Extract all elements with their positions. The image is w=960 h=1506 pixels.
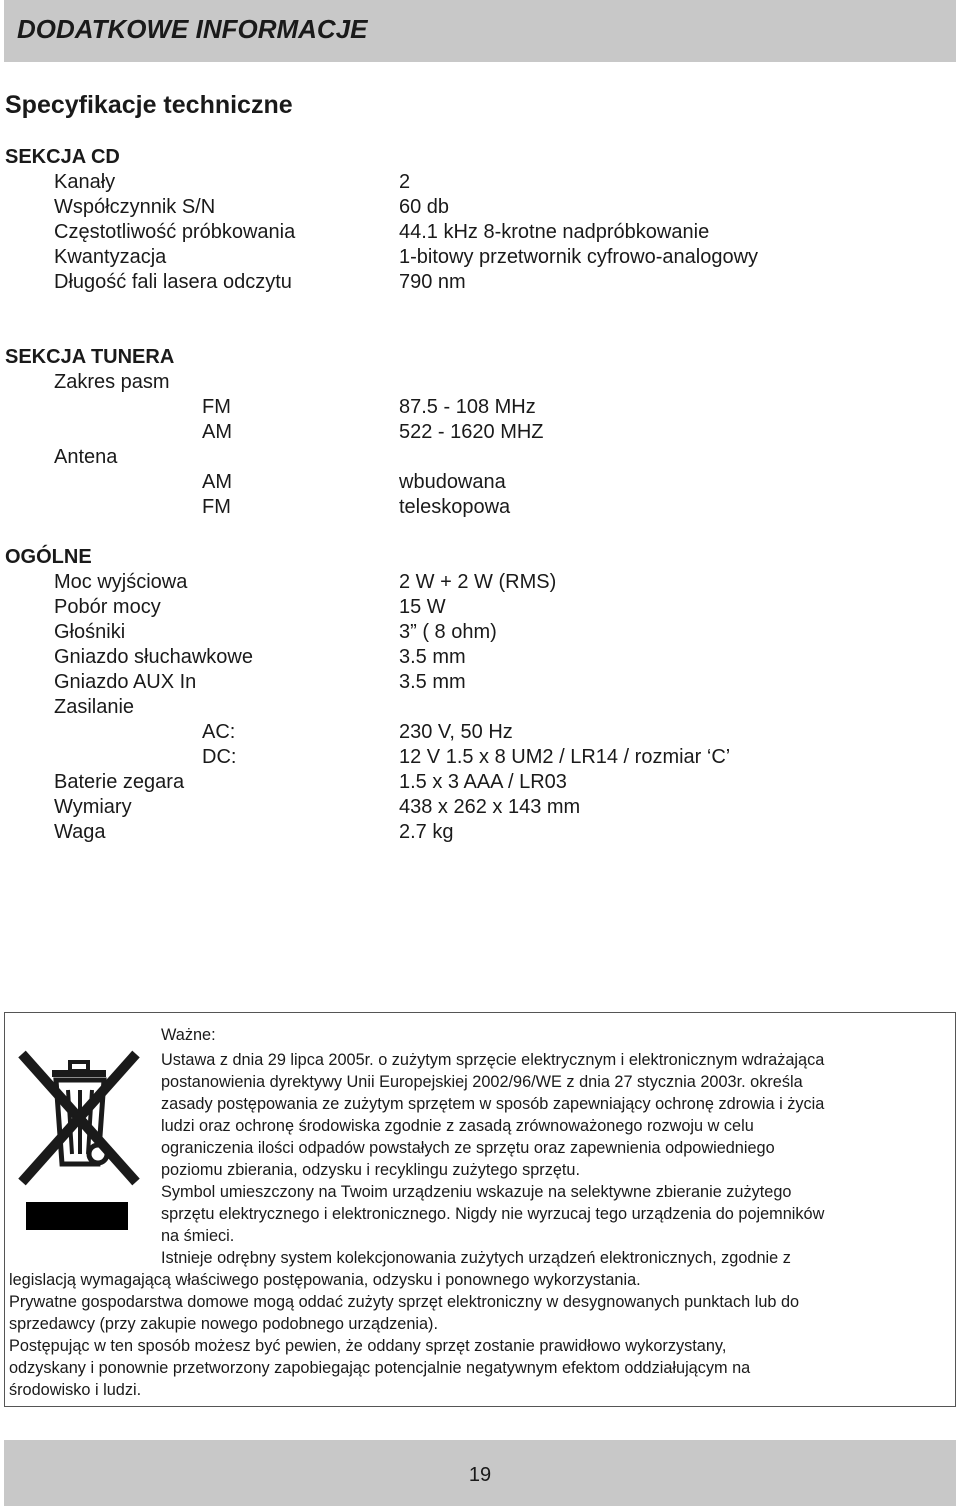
spec-value: 790 nm [399, 271, 466, 293]
spec-value: 1.5 x 3 AAA / LR03 [399, 771, 567, 793]
spec-label: Długość fali lasera odczytu [54, 271, 292, 293]
spec-row [0, 271, 960, 296]
notice-line: legislacją wymagającą właściwego postępowania, odzysku i ponownego wykorzystania. [9, 1271, 641, 1289]
spec-label: Moc wyjściowa [54, 571, 188, 593]
spec-label: Gniazdo AUX In [54, 671, 197, 693]
spec-row [0, 571, 960, 596]
spec-value: 438 x 262 x 143 mm [399, 796, 581, 818]
spec-row [0, 671, 960, 696]
spec-row [0, 421, 960, 446]
spec-value: 3” ( 8 ohm) [399, 621, 497, 643]
notice-line: środowisko i ludzi. [9, 1381, 142, 1399]
notice-line: Prywatne gospodarstwa domowe mogą oddać zużyty sprzęt elektroniczny w desygnowanych punktach lub do [9, 1293, 800, 1311]
spec-label: Zasilanie [54, 696, 135, 718]
page-title: Specyfikacje techniczne [5, 91, 293, 119]
header-bar [4, 0, 956, 62]
spec-label: Głośniki [54, 621, 126, 643]
spec-row [0, 246, 960, 271]
spec-value: 12 V 1.5 x 8 UM2 / LR14 / rozmiar ‘C’ [399, 746, 731, 768]
spec-sublabel: AM [202, 421, 232, 443]
spec-label: Współczynnik S/N [54, 196, 216, 218]
notice-line: ludzi oraz ochronę środowiska zgodnie z zasadą zrównoważonego rozwoju w celu [161, 1117, 754, 1135]
spec-row [0, 196, 960, 221]
spec-row [0, 171, 960, 196]
spec-value: 44.1 kHz 8-krotne nadpróbkowanie [399, 221, 710, 243]
spec-row [0, 746, 960, 771]
spec-value: 15 W [399, 596, 446, 618]
spec-value: 2 W + 2 W (RMS) [399, 571, 557, 593]
spec-value: 3.5 mm [399, 671, 466, 693]
spec-label: Antena [54, 446, 118, 468]
notice-line: zasady postępowania ze zużytym sprzętem w sposób zapewniający ochronę zdrowia i życia [161, 1095, 825, 1113]
spec-label: Baterie zegara [54, 771, 185, 793]
spec-label: Częstotliwość próbkowania [54, 221, 296, 243]
spec-sublabel: DC: [202, 746, 237, 768]
spec-label: Kwantyzacja [54, 246, 167, 268]
spec-value: 2 [399, 171, 411, 193]
spec-sublabel: FM [202, 496, 231, 518]
spec-value: 60 db [399, 196, 450, 218]
notice-line: Postępując w ten sposób możesz być pewien, że oddany sprzęt zostanie prawidłowo wykorzystany, [9, 1337, 727, 1355]
spec-value: 3.5 mm [399, 646, 466, 668]
general-section-title: OGÓLNE [5, 546, 92, 568]
spec-label: Wymiary [54, 796, 132, 818]
crossed-out-bin-icon [16, 1042, 144, 1232]
spec-row [0, 771, 960, 796]
spec-row [0, 821, 960, 846]
spec-value: 1-bitowy przetwornik cyfrowo-analogowy [399, 246, 759, 268]
notice-line: Symbol umieszczony na Twoim urządzeniu wskazuje na selektywne zbieranie zużytego [161, 1183, 792, 1201]
spec-row [0, 371, 960, 396]
spec-label: Kanały [54, 171, 116, 193]
spec-value: teleskopowa [399, 496, 511, 518]
tuner-section-title: SEKCJA TUNERA [5, 346, 175, 368]
spec-label: Zakres pasm [54, 371, 170, 393]
spec-row [0, 471, 960, 496]
notice-line: poziomu zbierania, odzysku i recyklingu zużytego sprzętu. [161, 1161, 580, 1179]
notice-line: ograniczenia ilości odpadów powstałych ze sprzętu oraz zapewnienia odpowiedniego [161, 1139, 775, 1157]
spec-row [0, 621, 960, 646]
header-title: DODATKOWE INFORMACJE [17, 14, 368, 44]
spec-sublabel: FM [202, 396, 231, 418]
spec-row [0, 446, 960, 471]
spec-label: Waga [54, 821, 106, 843]
spec-value: 522 - 1620 MHZ [399, 421, 544, 443]
spec-row [0, 221, 960, 246]
spec-label: Pobór mocy [54, 596, 161, 618]
notice-line: sprzętu elektrycznego i elektronicznego. Nigdy nie wyrzucaj tego urządzenia do pojemników [161, 1205, 825, 1223]
notice-heading: Ważne: [161, 1026, 216, 1044]
page-number: 19 [468, 1464, 492, 1486]
notice-line: sprzedawcy (przy zakupie nowego podobnego urządzenia). [9, 1315, 438, 1333]
spec-row [0, 396, 960, 421]
notice-line: Istnieje odrębny system kolekcjonowania zużytych urządzeń elektronicznych, zgodnie z [161, 1249, 791, 1267]
spec-label: Gniazdo słuchawkowe [54, 646, 253, 668]
spec-row [0, 596, 960, 621]
cd-section-title: SEKCJA CD [5, 146, 120, 168]
spec-row [0, 646, 960, 671]
spec-row [0, 496, 960, 521]
spec-row [0, 796, 960, 821]
spec-value: 230 V, 50 Hz [399, 721, 513, 743]
notice-line: postanowienia dyrektywy Unii Europejskiej 2002/96/WE z dnia 27 stycznia 2003r. określa [161, 1073, 803, 1091]
notice-line: odzyskany i ponownie przetworzony zapobiegając potencjalnie negatywnym efektom oddziałującym na [9, 1359, 751, 1377]
spec-row [0, 696, 960, 721]
spec-sublabel: AM [202, 471, 232, 493]
notice-line: na śmieci. [161, 1227, 235, 1245]
notice-line: Ustawa z dnia 29 lipca 2005r. o zużytym sprzęcie elektrycznym i elektronicznym wdrażająca [161, 1051, 825, 1069]
spec-value: wbudowana [399, 471, 506, 493]
spec-value: 2.7 kg [399, 821, 454, 843]
spec-row [0, 721, 960, 746]
spec-value: 87.5 - 108 MHz [399, 396, 536, 418]
footer-bar [4, 1440, 956, 1506]
spec-sublabel: AC: [202, 721, 236, 743]
